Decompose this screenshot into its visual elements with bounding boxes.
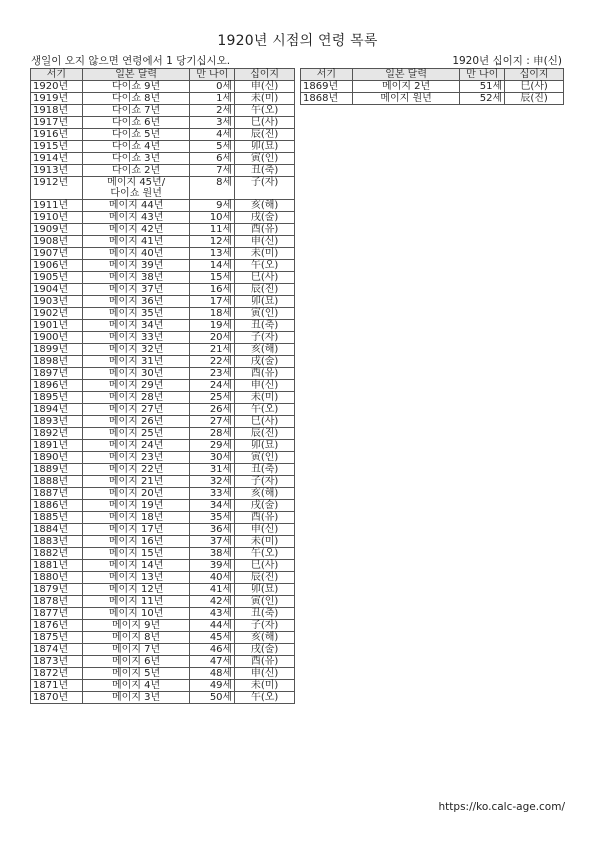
cell-japanese-calendar: 메이지 39년 [82, 260, 189, 272]
cell-year: 1907년 [31, 248, 83, 260]
cell-year: 1906년 [31, 260, 83, 272]
cell-year: 1899년 [31, 344, 83, 356]
cell-japanese-calendar: 메이지 35년 [82, 308, 189, 320]
cell-japanese-calendar: 메이지 38년 [82, 272, 189, 284]
table-row [31, 212, 295, 224]
table-row [31, 608, 295, 620]
cell-age: 43세 [190, 608, 235, 620]
cell-zodiac: 酉(유) [235, 656, 295, 668]
cell-age: 51세 [460, 81, 505, 93]
cell-year: 1908년 [31, 236, 83, 248]
cell-age: 4세 [190, 129, 235, 141]
cell-zodiac: 巳(사) [235, 416, 295, 428]
cell-age: 10세 [190, 212, 235, 224]
table-row [31, 512, 295, 524]
table-row [31, 272, 295, 284]
cell-zodiac: 未(미) [235, 392, 295, 404]
cell-zodiac: 寅(인) [235, 596, 295, 608]
table-row [31, 536, 295, 548]
cell-zodiac: 亥(해) [235, 200, 295, 212]
cell-age: 45세 [190, 632, 235, 644]
cell-zodiac: 未(미) [235, 536, 295, 548]
cell-age: 36세 [190, 524, 235, 536]
cell-zodiac: 申(신) [235, 236, 295, 248]
table-row [31, 141, 295, 153]
cell-japanese-calendar: 메이지 5년 [82, 668, 189, 680]
cell-age: 0세 [190, 81, 235, 93]
cell-year: 1898년 [31, 356, 83, 368]
cell-zodiac: 辰(진) [235, 129, 295, 141]
table-row [31, 117, 295, 129]
cell-age: 16세 [190, 284, 235, 296]
cell-age: 33세 [190, 488, 235, 500]
cell-year: 1904년 [31, 284, 83, 296]
cell-year: 1878년 [31, 596, 83, 608]
cell-year: 1881년 [31, 560, 83, 572]
cell-zodiac: 巳(사) [235, 272, 295, 284]
cell-age: 26세 [190, 404, 235, 416]
age-table-main [30, 68, 295, 704]
table-row [301, 81, 564, 93]
cell-zodiac: 寅(인) [235, 452, 295, 464]
header-year: 서기 [31, 69, 83, 81]
cell-year: 1911년 [31, 200, 83, 212]
table-row [31, 584, 295, 596]
table-row [31, 320, 295, 332]
cell-zodiac: 辰(진) [235, 284, 295, 296]
table-row [31, 560, 295, 572]
cell-age: 39세 [190, 560, 235, 572]
table-row [31, 548, 295, 560]
cell-age: 22세 [190, 356, 235, 368]
cell-zodiac: 丑(축) [235, 464, 295, 476]
cell-japanese-calendar: 메이지 21년 [82, 476, 189, 488]
cell-japanese-calendar: 다이쇼 3년 [82, 153, 189, 165]
cell-japanese-calendar: 메이지 30년 [82, 368, 189, 380]
cell-age: 49세 [190, 680, 235, 692]
cell-year: 1879년 [31, 584, 83, 596]
cell-year: 1909년 [31, 224, 83, 236]
cell-age: 42세 [190, 596, 235, 608]
cell-japanese-calendar: 메이지 45년/ 다이쇼 원년 [82, 177, 189, 200]
cell-japanese-calendar: 메이지 25년 [82, 428, 189, 440]
cell-japanese-calendar: 다이쇼 2년 [82, 165, 189, 177]
cell-zodiac: 酉(유) [235, 224, 295, 236]
cell-year: 1889년 [31, 464, 83, 476]
cell-age: 15세 [190, 272, 235, 284]
cell-age: 1세 [190, 93, 235, 105]
table-row [31, 129, 295, 141]
cell-japanese-calendar: 메이지 23년 [82, 452, 189, 464]
age-table-side [300, 68, 564, 105]
cell-zodiac: 戌(술) [235, 356, 295, 368]
cell-year: 1897년 [31, 368, 83, 380]
cell-japanese-calendar: 메이지 14년 [82, 560, 189, 572]
cell-zodiac: 辰(진) [235, 428, 295, 440]
table-row [31, 153, 295, 165]
cell-year: 1912년 [31, 177, 83, 200]
cell-age: 38세 [190, 548, 235, 560]
cell-year: 1916년 [31, 129, 83, 141]
cell-zodiac: 戌(술) [235, 212, 295, 224]
cell-zodiac: 申(신) [235, 380, 295, 392]
cell-year: 1887년 [31, 488, 83, 500]
cell-age: 34세 [190, 500, 235, 512]
cell-zodiac: 未(미) [235, 93, 295, 105]
cell-age: 11세 [190, 224, 235, 236]
cell-japanese-calendar: 메이지 24년 [82, 440, 189, 452]
table-row [31, 404, 295, 416]
cell-japanese-calendar: 메이지 22년 [82, 464, 189, 476]
cell-age: 29세 [190, 440, 235, 452]
cell-zodiac: 子(자) [235, 332, 295, 344]
cell-age: 35세 [190, 512, 235, 524]
cell-age: 6세 [190, 153, 235, 165]
table-row [31, 248, 295, 260]
source-url: https://ko.calc-age.com/ [438, 801, 565, 813]
cell-year: 1891년 [31, 440, 83, 452]
table-row [31, 656, 295, 668]
cell-year: 1872년 [31, 668, 83, 680]
table-row [31, 296, 295, 308]
cell-zodiac: 酉(유) [235, 368, 295, 380]
cell-japanese-calendar: 다이쇼 9년 [82, 81, 189, 93]
cell-age: 28세 [190, 428, 235, 440]
cell-japanese-calendar: 메이지 36년 [82, 296, 189, 308]
cell-japanese-calendar: 메이지 34년 [82, 320, 189, 332]
cell-age: 27세 [190, 416, 235, 428]
cell-year: 1871년 [31, 680, 83, 692]
table-row [31, 260, 295, 272]
cell-year: 1876년 [31, 620, 83, 632]
cell-japanese-calendar: 메이지 11년 [82, 596, 189, 608]
cell-zodiac: 未(미) [235, 680, 295, 692]
cell-year: 1892년 [31, 428, 83, 440]
cell-age: 32세 [190, 476, 235, 488]
cell-year: 1894년 [31, 404, 83, 416]
cell-zodiac: 丑(축) [235, 165, 295, 177]
cell-age: 47세 [190, 656, 235, 668]
cell-zodiac: 午(오) [235, 105, 295, 117]
table-row [31, 165, 295, 177]
header-year: 서기 [301, 69, 353, 81]
cell-japanese-calendar: 메이지 26년 [82, 416, 189, 428]
cell-zodiac: 酉(유) [235, 512, 295, 524]
cell-japanese-calendar: 다이쇼 5년 [82, 129, 189, 141]
cell-zodiac: 卯(묘) [235, 440, 295, 452]
table-row [31, 692, 295, 704]
cell-zodiac: 申(신) [235, 524, 295, 536]
cell-age: 23세 [190, 368, 235, 380]
cell-year: 1883년 [31, 536, 83, 548]
cell-japanese-calendar: 메이지 19년 [82, 500, 189, 512]
cell-japanese-calendar: 메이지 37년 [82, 284, 189, 296]
cell-age: 9세 [190, 200, 235, 212]
table-row [31, 476, 295, 488]
cell-year: 1914년 [31, 153, 83, 165]
cell-zodiac: 午(오) [235, 548, 295, 560]
cell-zodiac: 子(자) [235, 620, 295, 632]
table-row [31, 380, 295, 392]
table-row [31, 596, 295, 608]
table-row [31, 464, 295, 476]
cell-year: 1886년 [31, 500, 83, 512]
cell-zodiac: 戌(술) [235, 644, 295, 656]
header-age: 만 나이 [460, 69, 505, 81]
cell-japanese-calendar: 메이지 15년 [82, 548, 189, 560]
cell-japanese-calendar: 메이지 13년 [82, 572, 189, 584]
cell-japanese-calendar: 메이지 원년 [352, 93, 459, 105]
cell-zodiac: 亥(해) [235, 344, 295, 356]
cell-zodiac: 子(자) [235, 177, 295, 200]
table-body [31, 81, 295, 704]
table-row [31, 668, 295, 680]
cell-year: 1917년 [31, 117, 83, 129]
cell-zodiac: 午(오) [235, 692, 295, 704]
cell-year: 1915년 [31, 141, 83, 153]
cell-japanese-calendar: 메이지 20년 [82, 488, 189, 500]
cell-japanese-calendar: 메이지 4년 [82, 680, 189, 692]
cell-year: 1910년 [31, 212, 83, 224]
table-row [31, 368, 295, 380]
cell-year: 1903년 [31, 296, 83, 308]
table-row [31, 236, 295, 248]
cell-year: 1874년 [31, 644, 83, 656]
cell-age: 50세 [190, 692, 235, 704]
cell-year: 1913년 [31, 165, 83, 177]
cell-year: 1900년 [31, 332, 83, 344]
table-row [31, 81, 295, 93]
cell-zodiac: 寅(인) [235, 308, 295, 320]
cell-japanese-calendar: 다이쇼 6년 [82, 117, 189, 129]
table-row [31, 105, 295, 117]
cell-japanese-calendar: 메이지 41년 [82, 236, 189, 248]
cell-age: 14세 [190, 260, 235, 272]
header-japanese-calendar: 일본 달력 [82, 69, 189, 81]
cell-zodiac: 未(미) [235, 248, 295, 260]
cell-zodiac: 卯(묘) [235, 296, 295, 308]
cell-zodiac: 巳(사) [505, 81, 564, 93]
cell-zodiac: 丑(축) [235, 608, 295, 620]
table-row [31, 177, 295, 200]
cell-year: 1902년 [31, 308, 83, 320]
header-zodiac: 십이지 [235, 69, 295, 81]
page-title: 1920년 시점의 연령 목록 [217, 33, 378, 49]
cell-japanese-calendar: 메이지 40년 [82, 248, 189, 260]
cell-zodiac: 子(자) [235, 476, 295, 488]
table-row [31, 224, 295, 236]
table-row [301, 93, 564, 105]
cell-japanese-calendar: 메이지 9년 [82, 620, 189, 632]
cell-japanese-calendar: 메이지 29년 [82, 380, 189, 392]
table-row [31, 500, 295, 512]
cell-age: 3세 [190, 117, 235, 129]
cell-zodiac: 巳(사) [235, 560, 295, 572]
table-row [31, 452, 295, 464]
cell-age: 8세 [190, 177, 235, 200]
cell-year: 1875년 [31, 632, 83, 644]
cell-zodiac: 辰(진) [505, 93, 564, 105]
table-row [31, 332, 295, 344]
table-row [31, 440, 295, 452]
table-row [31, 620, 295, 632]
cell-japanese-calendar: 메이지 7년 [82, 644, 189, 656]
table-header-row [301, 69, 564, 81]
cell-age: 41세 [190, 584, 235, 596]
table-header-row [31, 69, 295, 81]
cell-year: 1920년 [31, 81, 83, 93]
table-row [31, 680, 295, 692]
table-row [31, 488, 295, 500]
cell-year: 1895년 [31, 392, 83, 404]
cell-japanese-calendar: 메이지 33년 [82, 332, 189, 344]
cell-age: 13세 [190, 248, 235, 260]
cell-year: 1880년 [31, 572, 83, 584]
cell-zodiac: 午(오) [235, 260, 295, 272]
cell-age: 19세 [190, 320, 235, 332]
cell-age: 12세 [190, 236, 235, 248]
cell-japanese-calendar: 메이지 31년 [82, 356, 189, 368]
cell-japanese-calendar: 다이쇼 7년 [82, 105, 189, 117]
cell-year: 1896년 [31, 380, 83, 392]
cell-age: 37세 [190, 536, 235, 548]
cell-age: 46세 [190, 644, 235, 656]
cell-age: 20세 [190, 332, 235, 344]
table-row [31, 644, 295, 656]
cell-japanese-calendar: 메이지 43년 [82, 212, 189, 224]
cell-year: 1869년 [301, 81, 353, 93]
cell-zodiac: 午(오) [235, 404, 295, 416]
cell-zodiac: 申(신) [235, 81, 295, 93]
table-row [31, 344, 295, 356]
cell-japanese-calendar: 메이지 8년 [82, 632, 189, 644]
table-row [31, 392, 295, 404]
cell-age: 25세 [190, 392, 235, 404]
cell-japanese-calendar: 메이지 44년 [82, 200, 189, 212]
cell-zodiac: 戌(술) [235, 500, 295, 512]
cell-zodiac: 卯(묘) [235, 584, 295, 596]
cell-zodiac: 亥(해) [235, 488, 295, 500]
table-row [31, 416, 295, 428]
cell-year: 1870년 [31, 692, 83, 704]
cell-year: 1893년 [31, 416, 83, 428]
cell-zodiac: 丑(축) [235, 320, 295, 332]
cell-year: 1873년 [31, 656, 83, 668]
cell-year: 1905년 [31, 272, 83, 284]
cell-japanese-calendar: 메이지 32년 [82, 344, 189, 356]
table-row [31, 200, 295, 212]
table-row [31, 284, 295, 296]
cell-age: 21세 [190, 344, 235, 356]
header-age: 만 나이 [190, 69, 235, 81]
cell-age: 40세 [190, 572, 235, 584]
cell-age: 31세 [190, 464, 235, 476]
cell-japanese-calendar: 메이지 16년 [82, 536, 189, 548]
cell-zodiac: 申(신) [235, 668, 295, 680]
table-row [31, 356, 295, 368]
cell-year: 1884년 [31, 524, 83, 536]
table-row [31, 572, 295, 584]
cell-year: 1919년 [31, 93, 83, 105]
cell-age: 52세 [460, 93, 505, 105]
cell-age: 2세 [190, 105, 235, 117]
cell-zodiac: 辰(진) [235, 572, 295, 584]
birthday-note: 생일이 오지 않으면 연령에서 1 당기십시오. [31, 55, 231, 67]
cell-age: 44세 [190, 620, 235, 632]
cell-japanese-calendar: 메이지 6년 [82, 656, 189, 668]
cell-japanese-calendar: 메이지 27년 [82, 404, 189, 416]
cell-zodiac: 亥(해) [235, 632, 295, 644]
cell-age: 7세 [190, 165, 235, 177]
cell-zodiac: 巳(사) [235, 117, 295, 129]
cell-japanese-calendar: 다이쇼 8년 [82, 93, 189, 105]
cell-zodiac: 卯(묘) [235, 141, 295, 153]
cell-japanese-calendar: 메이지 18년 [82, 512, 189, 524]
cell-year: 1877년 [31, 608, 83, 620]
cell-japanese-calendar: 다이쇼 4년 [82, 141, 189, 153]
cell-age: 5세 [190, 141, 235, 153]
cell-japanese-calendar: 메이지 42년 [82, 224, 189, 236]
cell-year: 1882년 [31, 548, 83, 560]
cell-age: 30세 [190, 452, 235, 464]
cell-japanese-calendar: 메이지 10년 [82, 608, 189, 620]
table-row [31, 93, 295, 105]
cell-age: 18세 [190, 308, 235, 320]
header-japanese-calendar: 일본 달력 [352, 69, 459, 81]
header-zodiac: 십이지 [505, 69, 564, 81]
cell-japanese-calendar: 메이지 3년 [82, 692, 189, 704]
table-row [31, 632, 295, 644]
cell-year: 1918년 [31, 105, 83, 117]
cell-year: 1885년 [31, 512, 83, 524]
table-row [31, 524, 295, 536]
cell-japanese-calendar: 메이지 17년 [82, 524, 189, 536]
table-row [31, 308, 295, 320]
cell-age: 48세 [190, 668, 235, 680]
cell-age: 17세 [190, 296, 235, 308]
table-row [31, 428, 295, 440]
cell-zodiac: 寅(인) [235, 153, 295, 165]
cell-year: 1901년 [31, 320, 83, 332]
cell-year: 1868년 [301, 93, 353, 105]
cell-japanese-calendar: 메이지 28년 [82, 392, 189, 404]
cell-age: 24세 [190, 380, 235, 392]
cell-japanese-calendar: 메이지 12년 [82, 584, 189, 596]
cell-year: 1890년 [31, 452, 83, 464]
cell-year: 1888년 [31, 476, 83, 488]
cell-japanese-calendar: 메이지 2년 [352, 81, 459, 93]
table-body [301, 81, 564, 105]
zodiac-note: 1920년 십이지 : 申(신) [452, 55, 562, 67]
